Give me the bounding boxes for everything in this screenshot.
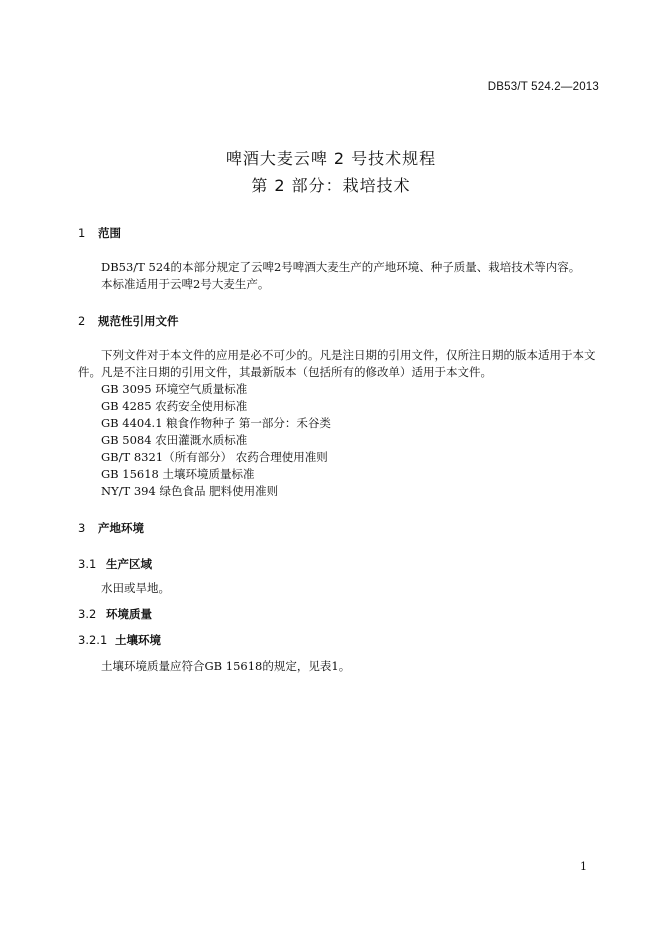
section-number: 3.2	[78, 607, 97, 621]
paragraph: 本标准适用于云啤2号大麦生产。	[101, 277, 270, 291]
section-title: 生产区域	[106, 557, 152, 571]
section-number: 3	[78, 521, 86, 535]
subsection-3-2-heading	[78, 606, 152, 622]
paragraph: DB53/T 524的本部分规定了云啤2号啤酒大麦生产的产地环境、种子质量、栽培技术等内容。	[101, 260, 581, 274]
paragraph: 下列文件对于本文件的应用是必不可少的。凡是注日期的引用文件，仅所注日期的版本适用于本文	[101, 348, 596, 362]
paragraph: 土壤环境质量应符合GB 15618的规定，见表1。	[101, 659, 351, 673]
document-subtitle: 第 2 部分：栽培技术	[251, 176, 411, 195]
section-number: 2	[78, 314, 86, 328]
reference-item: GB/T 8321（所有部分） 农药合理使用准则	[101, 450, 328, 464]
reference-item: NY/T 394 绿色食品 肥料使用准则	[101, 484, 279, 498]
section-number: 3.2.1	[78, 633, 108, 647]
paragraph: 件。凡是不注日期的引用文件，其最新版本（包括所有的修改单）适用于本文件。	[78, 365, 492, 379]
section-title: 环境质量	[106, 607, 152, 621]
reference-item: GB 3095 环境空气质量标准	[101, 382, 248, 396]
subsection-3-1-heading	[78, 556, 152, 572]
section-1-heading	[78, 225, 121, 241]
section-title: 土壤环境	[115, 633, 161, 647]
standard-code: DB53/T 524.2—2013	[487, 81, 599, 93]
section-title: 规范性引用文件	[98, 314, 179, 328]
subsection-3-2-1-heading	[78, 632, 161, 648]
page-number: 1	[580, 860, 587, 873]
reference-item: GB 15618 土壤环境质量标准	[101, 467, 255, 481]
section-number: 3.1	[78, 557, 97, 571]
reference-item: GB 4404.1 粮食作物种子 第一部分：禾谷类	[101, 416, 331, 430]
section-2-heading	[78, 313, 179, 329]
paragraph: 水田或旱地。	[101, 581, 170, 595]
section-title: 范围	[98, 226, 121, 240]
reference-item: GB 5084 农田灌溉水质标准	[101, 433, 248, 447]
reference-item: GB 4285 农药安全使用标准	[101, 399, 248, 413]
document-title: 啤酒大麦云啤 2 号技术规程	[225, 149, 437, 168]
section-title: 产地环境	[98, 521, 144, 535]
section-3-heading	[78, 520, 144, 536]
section-number: 1	[78, 226, 86, 240]
